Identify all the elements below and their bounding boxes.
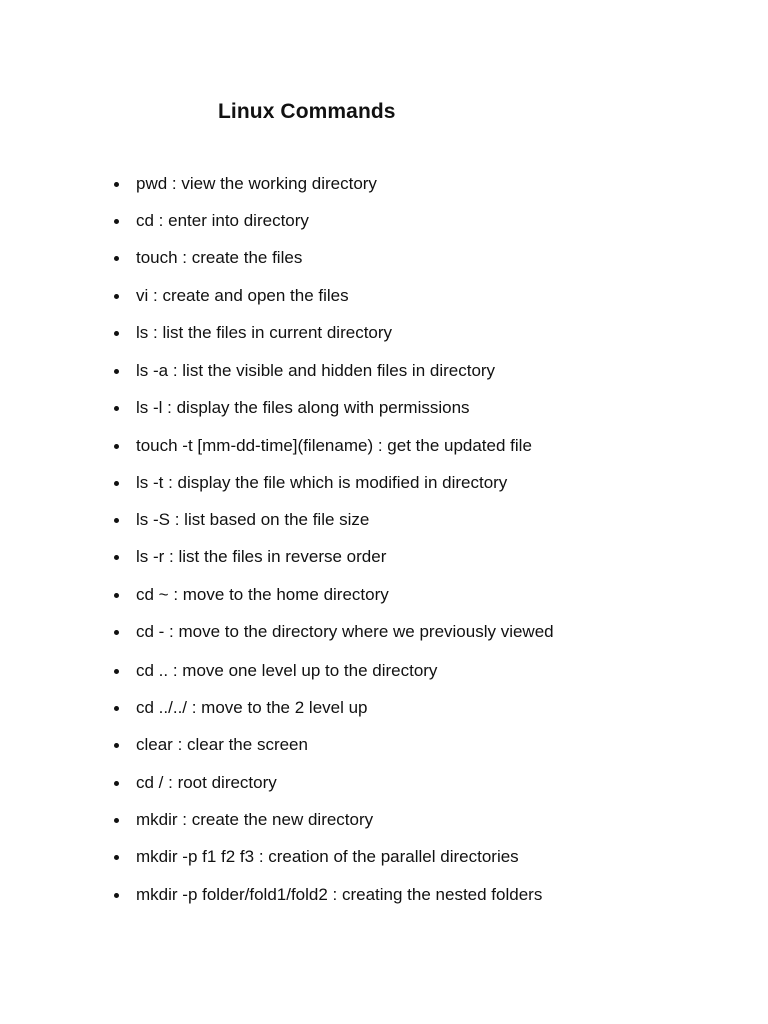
list-item (0, 542, 768, 572)
list-item-text: ls -r : list the files in reverse order (136, 547, 387, 566)
list-item-text: ls -t : display the file which is modified in directory (136, 473, 508, 492)
list-item (0, 318, 768, 348)
list-item-text: cd ../../ : move to the 2 level up (136, 698, 368, 717)
list-item (0, 693, 768, 723)
bullet-icon (114, 369, 119, 374)
bullet-icon (114, 294, 119, 299)
bullet-icon (114, 444, 119, 449)
list-item (0, 768, 768, 798)
list-item (0, 505, 768, 535)
bullet-icon (114, 182, 119, 187)
bullet-icon (114, 219, 119, 224)
list-item (0, 393, 768, 423)
bullet-icon (114, 256, 119, 261)
list-item-text: cd / : root directory (136, 773, 277, 792)
list-item-text: clear : clear the screen (136, 735, 308, 754)
bullet-icon (114, 518, 119, 523)
list-item (0, 656, 768, 686)
list-item-text: vi : create and open the files (136, 286, 349, 305)
list-item-text: mkdir -p folder/fold1/fold2 : creating the nested folders (136, 885, 543, 904)
list-item-text: mkdir -p f1 f2 f3 : creation of the parallel directories (136, 847, 519, 866)
bullet-icon (114, 706, 119, 711)
bullet-icon (114, 630, 119, 635)
bullet-icon (114, 669, 119, 674)
bullet-icon (114, 406, 119, 411)
list-item-text: cd : enter into directory (136, 211, 309, 230)
list-item-text: touch : create the files (136, 248, 303, 267)
list-item-text: cd .. : move one level up to the directory (136, 661, 438, 680)
list-item (0, 805, 768, 835)
bullet-icon (114, 481, 119, 486)
bullet-icon (114, 893, 119, 898)
list-item (0, 880, 768, 910)
list-item (0, 617, 768, 647)
list-item-text: ls -a : list the visible and hidden files in directory (136, 361, 496, 380)
list-item (0, 206, 768, 236)
page-title: Linux Commands (218, 100, 396, 123)
list-item (0, 243, 768, 273)
list-item-text: ls : list the files in current directory (136, 323, 393, 342)
bullet-icon (114, 781, 119, 786)
list-item (0, 356, 768, 386)
list-item-text: mkdir : create the new directory (136, 810, 374, 829)
bullet-icon (114, 331, 119, 336)
bullet-icon (114, 555, 119, 560)
list-item (0, 281, 768, 311)
bullet-icon (114, 855, 119, 860)
list-item (0, 730, 768, 760)
list-item-text: pwd : view the working directory (136, 174, 377, 193)
list-item (0, 431, 768, 461)
list-item-text: touch -t [mm-dd-time](filename) : get the updated file (136, 436, 532, 455)
list-item-text: cd - : move to the directory where we previously viewed (136, 622, 554, 641)
bullet-icon (114, 743, 119, 748)
list-item-text: ls -l : display the files along with permissions (136, 398, 470, 417)
bullet-icon (114, 593, 119, 598)
list-item (0, 468, 768, 498)
list-item-text: cd ~ : move to the home directory (136, 585, 389, 604)
list-item (0, 580, 768, 610)
bullet-icon (114, 818, 119, 823)
list-item-text: ls -S : list based on the file size (136, 510, 370, 529)
list-item (0, 842, 768, 872)
list-item (0, 169, 768, 199)
